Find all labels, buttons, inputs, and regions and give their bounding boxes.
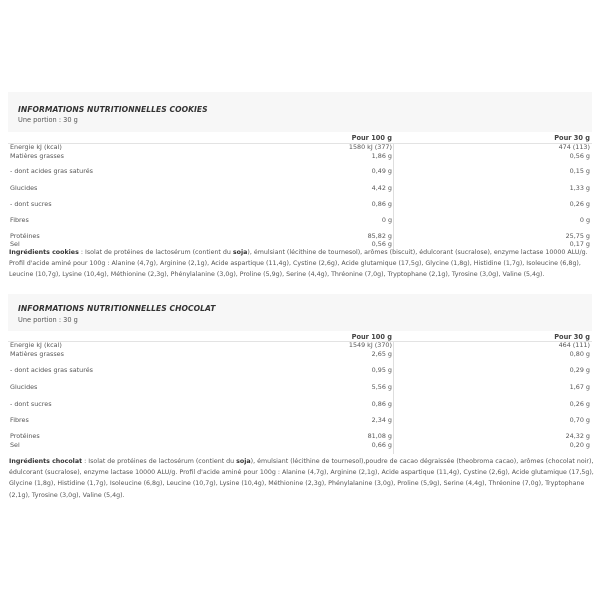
cookies-header-panel xyxy=(8,92,592,132)
value-per-100g: 1,86 g xyxy=(371,152,392,160)
ingredients-text-part1: : Isolat de protéines de lactosérum (contient du xyxy=(82,458,237,465)
nutrient-label: Energie kJ (kcal) xyxy=(10,341,62,349)
value-per-30g: 474 (113) xyxy=(558,143,590,151)
chocolat-ingredients xyxy=(9,456,594,501)
chocolat-column-separator xyxy=(393,342,394,454)
value-per-100g: 1549 kJ (370) xyxy=(348,341,392,349)
chocolat-header-panel xyxy=(8,294,592,331)
ingredients-text-part2: ), émulsiant (lécithine de tournesol), arômes (biscuit), édulcorant (sucralose), enzyme lactase 10000 ALU/g. Profil d'acide aminé pour 100g : Alanine (4,7g), Arginine (2,1g), Acide aspartique (11,4g), Cystine (2,6g), Acide glutamique (17,5g), Glycine (1,8g), Histidine (1,7g), Isoleucine (6,8g), Leucine (10,7g), Lysine (10,4g), Méthionine (2,3g), Phénylalanine (3,0g), Proline (5,9g), Serine (4,4g), Thréonine (7,0g), Tryptophane (2,1g), Tyrosine (3,0g), Valine (5,4g). xyxy=(9,249,588,279)
value-per-100g: 4,42 g xyxy=(371,184,392,192)
value-per-100g: 5,56 g xyxy=(371,383,392,391)
nutrient-label: Fibres xyxy=(10,416,29,424)
ingredients-text-part2: ), émulsiant (lécithine de tournesol),poudre de cacao dégraissée (theobroma cacao), arômes (chocolat noir), édulcorant (sucralose), enzyme lactase 10000 ALU/g. Profil d'acide aminé pour 100g : Alanine (4,7g), Arginine (2,1g), Acide aspartique (11,4g), Cystine (2,6g), Acide glutamique (17,5g), Glycine (1,8g), Histidine (1,7g), Isoleucine (6,8g), Leucine (10,7g), Lysine (10,4g), Méthionine (2,3g), Phénylalanine (3,0g), Proline (5,9g), Serine (4,4g), Thréonine (7,0g), Tryptophane (2,1g), Tyrosine (3,0g), Valine (5,4g). xyxy=(9,458,594,499)
value-per-100g: 0,66 g xyxy=(371,441,392,449)
value-per-100g: 0,56 g xyxy=(371,240,392,248)
cookies-col-header-30g: Pour 30 g xyxy=(554,134,590,142)
chocolat-section-title: INFORMATIONS NUTRITIONNELLES CHOCOLAT xyxy=(18,304,216,313)
allergen-soja: soja xyxy=(232,249,248,256)
value-per-30g: 0,70 g xyxy=(569,416,590,424)
value-per-100g: 81,08 g xyxy=(367,432,392,440)
value-per-30g: 0,17 g xyxy=(569,240,590,248)
value-per-30g: 25,75 g xyxy=(565,232,590,240)
value-per-30g: 0,56 g xyxy=(569,152,590,160)
value-per-100g: 85,82 g xyxy=(367,232,392,240)
cookies-section-title: INFORMATIONS NUTRITIONNELLES COOKIES xyxy=(18,105,208,114)
nutrient-label: Energie kJ (kcal) xyxy=(10,143,62,151)
nutrient-label: Sel xyxy=(10,441,20,449)
value-per-30g: 0,29 g xyxy=(569,366,590,374)
value-per-30g: 0,80 g xyxy=(569,350,590,358)
cookies-col-header-100g: Pour 100 g xyxy=(351,134,392,142)
allergen-soja: soja xyxy=(236,458,251,465)
nutrient-label: Matières grasses xyxy=(10,152,64,160)
nutrient-label: Matières grasses xyxy=(10,350,64,358)
nutrient-label: - dont sucres xyxy=(10,200,52,208)
value-per-100g: 2,65 g xyxy=(371,350,392,358)
value-per-100g: 0,95 g xyxy=(371,366,392,374)
cookies-table-divider xyxy=(8,143,592,144)
nutrient-label: Glucides xyxy=(10,184,38,192)
nutrient-label: Glucides xyxy=(10,383,38,391)
value-per-100g: 0 g xyxy=(381,216,392,224)
ingredients-text-part1: : Isolat de protéines de lactosérum (contient du xyxy=(78,249,233,256)
value-per-100g: 0,86 g xyxy=(371,200,392,208)
value-per-100g: 0,49 g xyxy=(371,167,392,175)
nutrient-label: Protéines xyxy=(10,432,40,440)
value-per-30g: 0 g xyxy=(579,216,590,224)
value-per-30g: 0,20 g xyxy=(569,441,590,449)
value-per-30g: 24,32 g xyxy=(565,432,590,440)
value-per-100g: 0,86 g xyxy=(371,400,392,408)
value-per-30g: 464 (111) xyxy=(558,341,590,349)
chocolat-table-divider xyxy=(8,341,592,342)
cookies-ingredients xyxy=(9,247,594,281)
value-per-30g: 1,33 g xyxy=(569,184,590,192)
chocolat-col-header-30g: Pour 30 g xyxy=(554,333,590,341)
ingredients-heading: Ingrédients chocolat xyxy=(9,458,83,465)
cookies-portion-size: Une portion : 30 g xyxy=(18,116,78,124)
value-per-30g: 0,26 g xyxy=(569,200,590,208)
nutrient-label: Protéines xyxy=(10,232,40,240)
value-per-30g: 0,26 g xyxy=(569,400,590,408)
cookies-column-separator xyxy=(393,144,394,250)
value-per-30g: 1,67 g xyxy=(569,383,590,391)
chocolat-col-header-100g: Pour 100 g xyxy=(351,333,392,341)
value-per-100g: 2,34 g xyxy=(371,416,392,424)
value-per-30g: 0,15 g xyxy=(569,167,590,175)
nutrient-label: - dont sucres xyxy=(10,400,52,408)
nutrient-label: Fibres xyxy=(10,216,29,224)
nutrient-label: Sel xyxy=(10,240,20,248)
nutrient-label: - dont acides gras saturés xyxy=(10,167,93,175)
chocolat-portion-size: Une portion : 30 g xyxy=(18,316,78,324)
nutrient-label: - dont acides gras saturés xyxy=(10,366,93,374)
ingredients-heading: Ingrédients cookies xyxy=(9,249,79,256)
value-per-100g: 1580 kJ (377) xyxy=(348,143,392,151)
